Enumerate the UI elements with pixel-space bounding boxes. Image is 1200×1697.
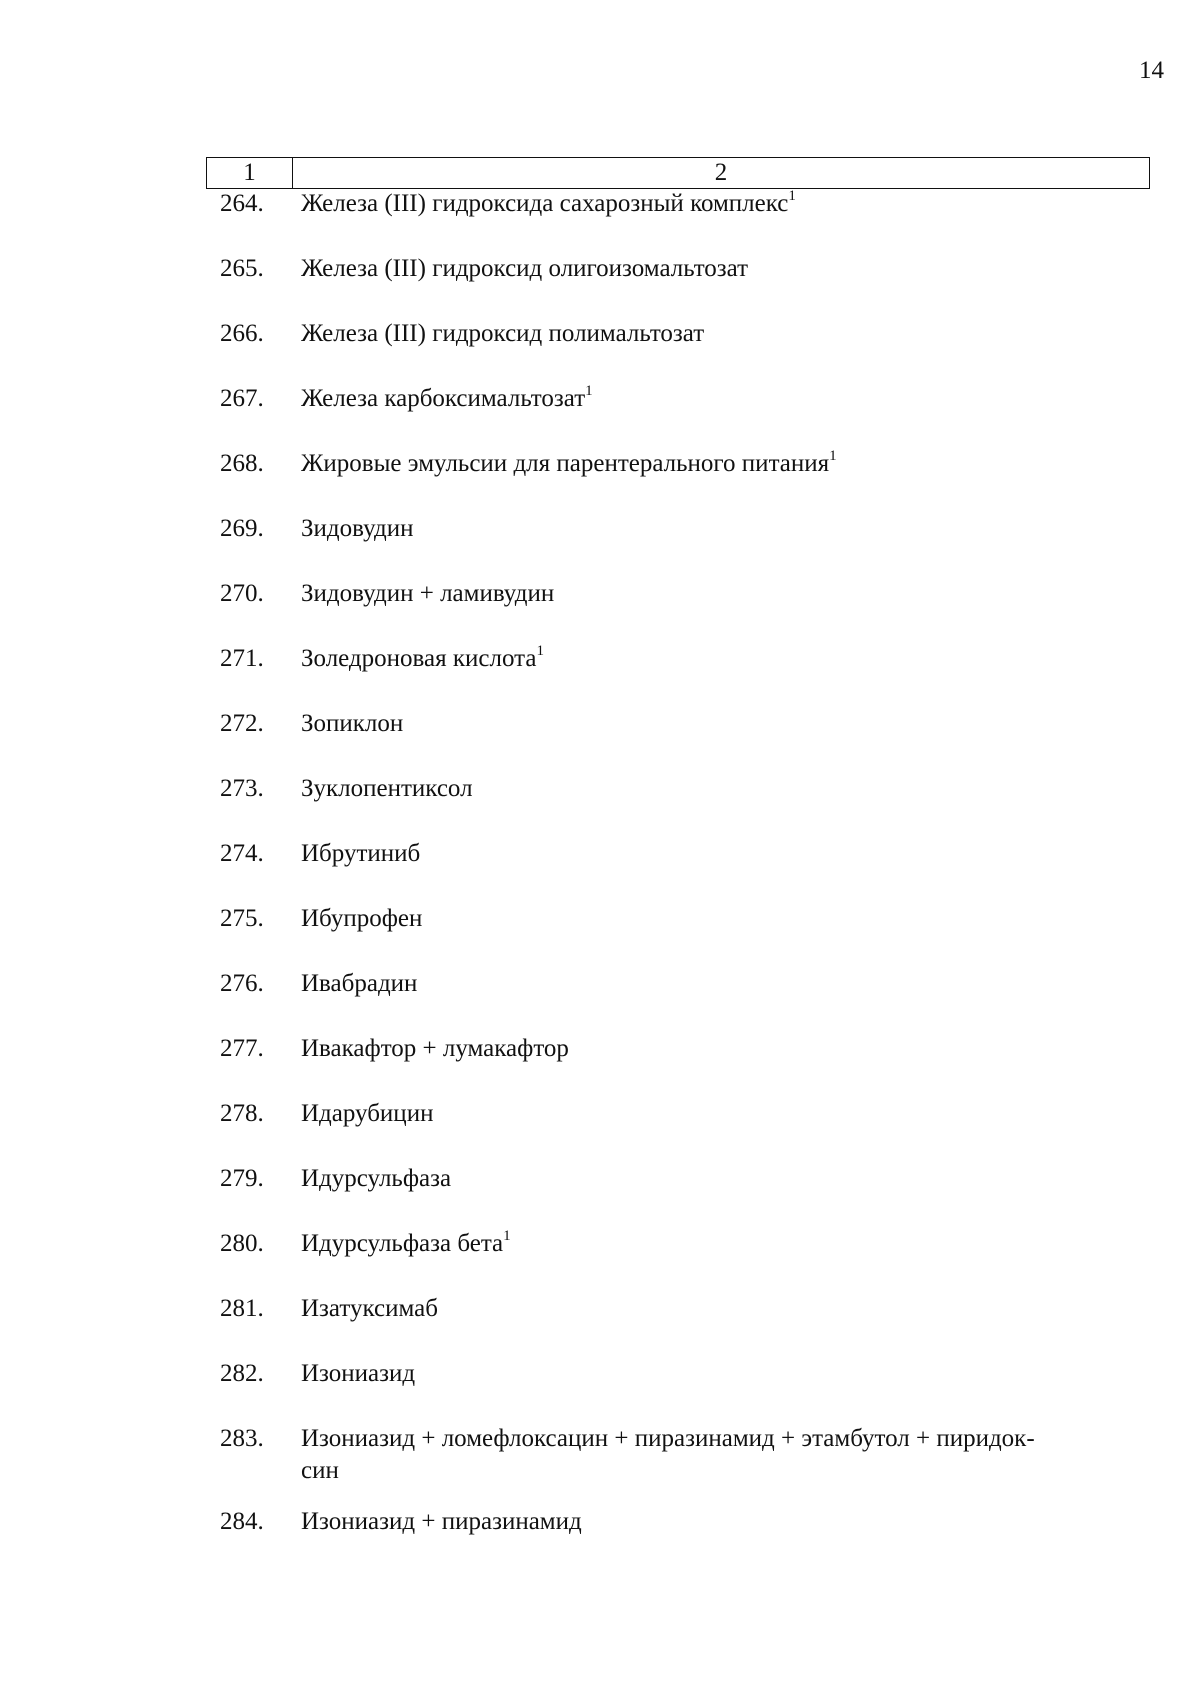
row-medication-name bbox=[301, 1358, 1151, 1390]
medication-name-text: Железа (III) гидроксида сахарозный комплекс bbox=[301, 190, 789, 217]
page-number: 14 bbox=[1139, 57, 1164, 84]
row-medication-name bbox=[301, 1098, 1151, 1130]
row-number: 277. bbox=[220, 1035, 264, 1062]
row-medication-name bbox=[301, 1293, 1151, 1325]
row-medication-name bbox=[301, 448, 1151, 480]
row-number: 264. bbox=[220, 190, 264, 217]
row-medication-name bbox=[301, 838, 1151, 870]
medication-name-text: Зопиклон bbox=[301, 710, 404, 737]
medication-name-text: Ибупрофен bbox=[301, 905, 423, 932]
row-medication-name bbox=[301, 903, 1151, 935]
medication-name-text: Изониазид + пиразинамид bbox=[301, 1508, 582, 1535]
medication-name-text: Зуклопентиксол bbox=[301, 775, 473, 802]
medication-name-text: Железа карбоксимальтозат bbox=[301, 385, 586, 412]
medication-name-text: Идарубицин bbox=[301, 1100, 434, 1127]
medication-name-text: Золедроновая кислота bbox=[301, 645, 537, 672]
row-medication-name bbox=[301, 1506, 1151, 1538]
medication-name-continuation: син bbox=[301, 1457, 339, 1484]
row-medication-name bbox=[301, 1033, 1151, 1065]
table-header bbox=[206, 157, 1150, 189]
medication-name-text: Зидовудин bbox=[301, 515, 414, 542]
table-header-col1: 1 bbox=[207, 158, 293, 188]
row-medication-name bbox=[301, 513, 1151, 545]
row-medication-name bbox=[301, 643, 1151, 675]
footnote-marker: 1 bbox=[503, 1227, 511, 1244]
row-medication-name bbox=[301, 188, 1151, 220]
row-number: 280. bbox=[220, 1230, 264, 1257]
medication-name-text: Идурсульфаза бета bbox=[301, 1230, 504, 1257]
row-number: 270. bbox=[220, 580, 264, 607]
row-medication-name bbox=[301, 708, 1151, 740]
row-number: 276. bbox=[220, 970, 264, 997]
row-number: 278. bbox=[220, 1100, 264, 1127]
row-number: 282. bbox=[220, 1360, 264, 1387]
row-medication-name bbox=[301, 968, 1151, 1000]
medication-name-text: Изониазид + ломефлоксацин + пиразинамид + этамбутол + пиридок- bbox=[301, 1425, 1035, 1452]
row-number: 283. bbox=[220, 1425, 264, 1452]
medication-name-text: Жировые эмульсии для парентерального питания bbox=[301, 450, 830, 477]
footnote-marker: 1 bbox=[829, 447, 837, 464]
footnote-marker: 1 bbox=[585, 382, 593, 399]
medication-name-text: Ивакафтор + лумакафтор bbox=[301, 1035, 569, 1062]
footnote-marker: 1 bbox=[536, 642, 544, 659]
row-number: 267. bbox=[220, 385, 264, 412]
row-medication-name bbox=[301, 1228, 1151, 1260]
row-medication-name bbox=[301, 578, 1151, 610]
row-number: 274. bbox=[220, 840, 264, 867]
row-number: 269. bbox=[220, 515, 264, 542]
medication-name-text: Ибрутиниб bbox=[301, 840, 421, 867]
medication-name-text: Железа (III) гидроксид олигоизомальтозат bbox=[301, 255, 749, 282]
row-number: 266. bbox=[220, 320, 264, 347]
row-number: 281. bbox=[220, 1295, 264, 1322]
row-medication-name bbox=[301, 318, 1151, 350]
medication-name-text: Идурсульфаза bbox=[301, 1165, 452, 1192]
row-medication-name bbox=[301, 1423, 1151, 1487]
medication-name-text: Зидовудин + ламивудин bbox=[301, 580, 555, 607]
row-medication-name bbox=[301, 1163, 1151, 1195]
medication-name-text: Ивабрадин bbox=[301, 970, 418, 997]
row-number: 273. bbox=[220, 775, 264, 802]
row-number: 268. bbox=[220, 450, 264, 477]
medication-name-text: Изатуксимаб bbox=[301, 1295, 438, 1322]
row-number: 275. bbox=[220, 905, 264, 932]
row-number: 284. bbox=[220, 1508, 264, 1535]
row-medication-name bbox=[301, 253, 1151, 285]
medication-name-text: Изониазид bbox=[301, 1360, 416, 1387]
row-number: 279. bbox=[220, 1165, 264, 1192]
row-number: 271. bbox=[220, 645, 264, 672]
medication-name-text: Железа (III) гидроксид полимальтозат bbox=[301, 320, 705, 347]
footnote-marker: 1 bbox=[788, 187, 796, 204]
row-number: 272. bbox=[220, 710, 264, 737]
table-header-col2: 2 bbox=[714, 159, 728, 186]
row-number: 265. bbox=[220, 255, 264, 282]
row-medication-name bbox=[301, 773, 1151, 805]
row-medication-name bbox=[301, 383, 1151, 415]
